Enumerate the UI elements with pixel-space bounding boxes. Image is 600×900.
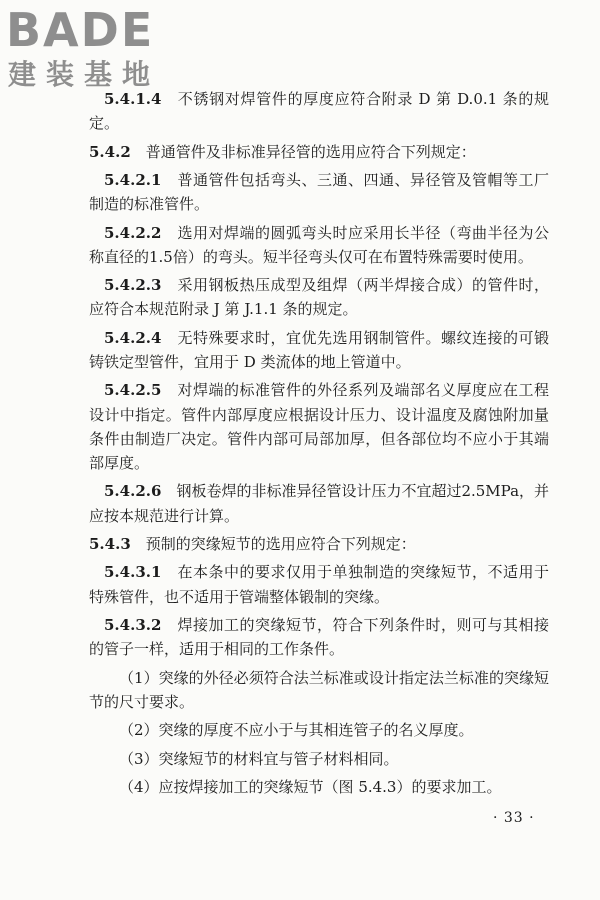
clause-5-4-3-2: 5.4.3.2 焊接加工的突缘短节，符合下列条件时，则可与其相接的管子一样，适用于相同的工作条件。 (89, 615, 549, 659)
page-number: · 33 · (493, 810, 535, 826)
clause-5-4-2-6: 5.4.2.6 钢板卷焊的非标准异径管设计压力不宜超过2.5MPa，并应按本规范进行计算。 (89, 482, 550, 525)
clause-5-4-3-1: 5.4.3.1 在本条中的要求仅用于单独制造的突缘短节，不适用于特殊管件，也不适用于管端整体锻制的突缘。 (89, 563, 549, 606)
list-item-2: （2）突缘的厚度不应小于与其相连管子的名义厚度。 (119, 721, 474, 740)
clause-5-4-2-5: 5.4.2.5 对焊端的标准管件的外径系列及端部名义厚度应在工程设计中指定。管件内部厚度应根据设计压力、设计温度及腐蚀附加量条件由制造厂决定。管件内部可局部加厚，但各部位均不应小于其端部厚度。 (89, 381, 549, 472)
bade-logo (6, 4, 176, 94)
document-body (89, 87, 549, 803)
list-item-4: （4）应按焊接加工的突缘短节（图 5.4.3）的要求加工。 (119, 777, 502, 796)
logo-subtitle: 建装基地 (8, 58, 161, 91)
clause-5-4-2-2: 5.4.2.2 选用对焊端的圆弧弯头时应采用长半径（弯曲半径为公称直径的1.5倍）的弯头。短半径弯头仅可在布置特殊需要时使用。 (89, 223, 549, 266)
clause-5-4-2-3: 5.4.2.3 采用钢板热压成型及组焊（两半焊接合成）的管件时，应符合本规范附录 J 第 J.1.1 条的规定。 (89, 276, 549, 319)
clause-5-4-3: 5.4.3 预制的突缘短节的选用应符合下列规定： (89, 534, 416, 553)
clause-5-4-2-1: 5.4.2.1 普通管件包括弯头、三通、四通、异径管及管帽等工厂制造的标准管件。 (89, 170, 549, 214)
clause-5-4-2-4: 5.4.2.4 无特殊要求时，宜优先选用钢制管件。螺纹连接的可锻铸铁定型管件，宜用于 D 类流体的地上管道中。 (89, 328, 549, 371)
clause-5-4-1-4: 5.4.1.4 不锈钢对焊管件的厚度应符合附录 D 第 D.0.1 条的规定。 (89, 90, 549, 133)
list-item-1: （1）突缘的外径必须符合法兰标准或设计指定法兰标准的突缘短节的尺寸要求。 (89, 668, 549, 711)
list-item-3: （3）突缘短节的材料宜与管子材料相同。 (119, 749, 399, 768)
logo-wordmark: BADE (6, 3, 155, 57)
clause-5-4-2: 5.4.2 普通管件及非标准异径管的选用应符合下列规定： (89, 142, 476, 161)
